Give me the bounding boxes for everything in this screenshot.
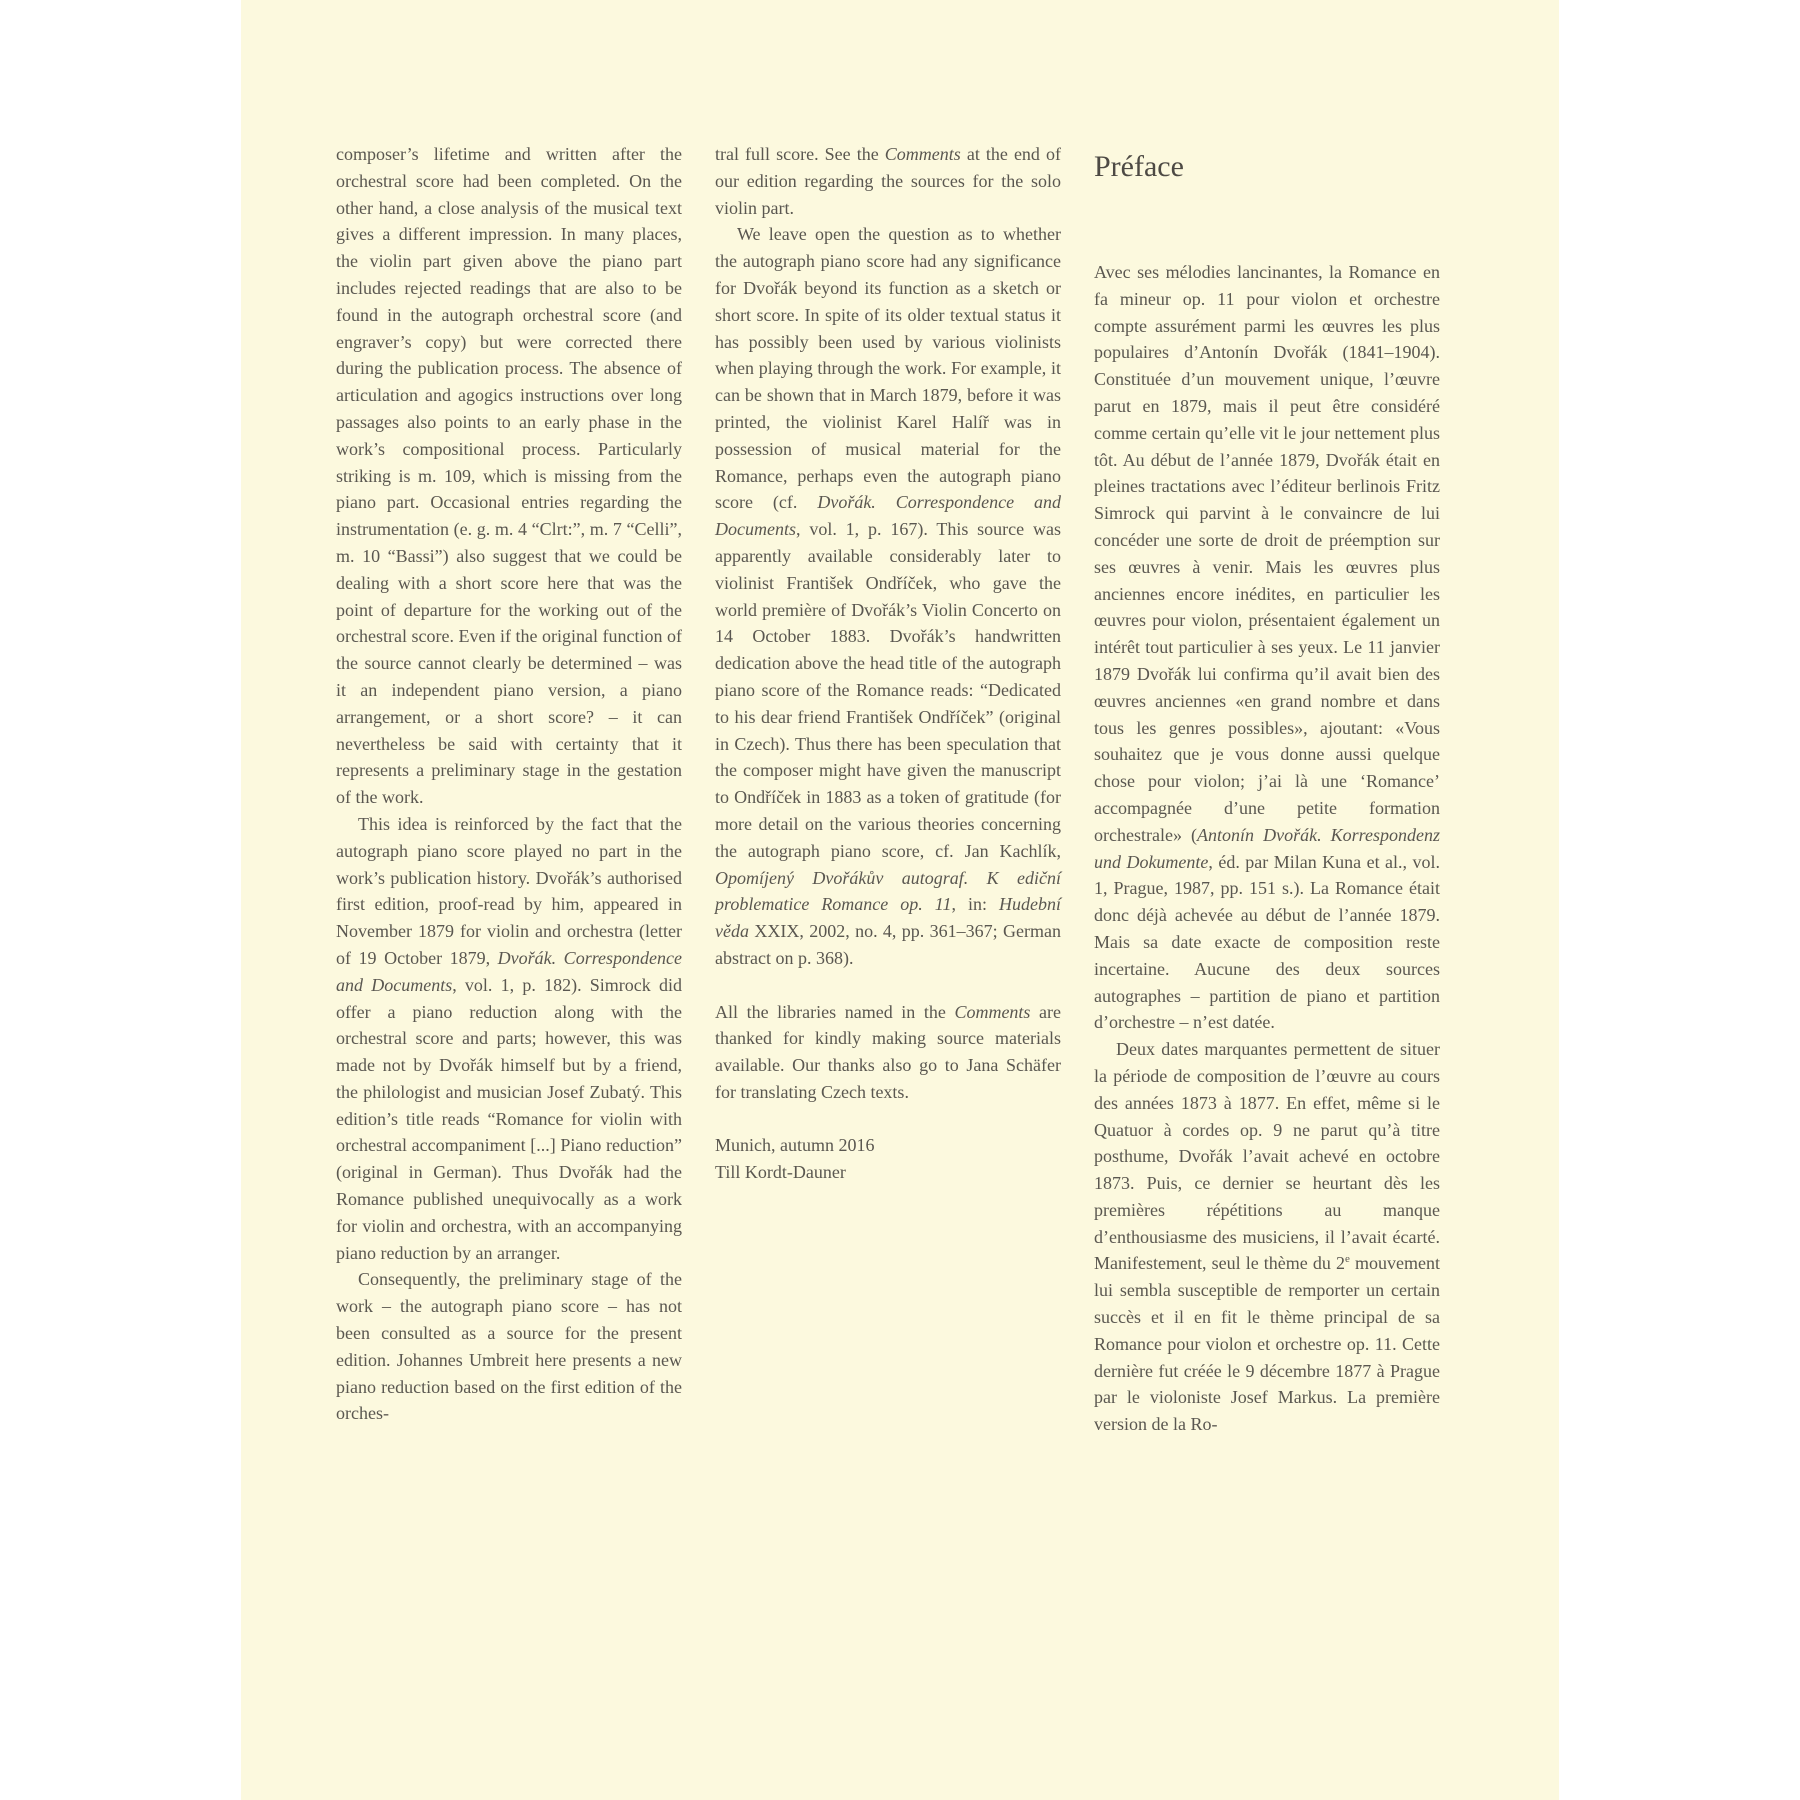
paragraph: This idea is reinforced by the fact that the autograph piano score played no part in the work’s publication history. Dvořák’s authorised first edition, proof-read by him, appeared in November 1879 for violin and orchestra (letter of 19 October 1879, Dvořák. Correspondence and Documents, vol. 1, p. 182). Simrock did offer a piano reduction along with the orchestral score and parts; however, this was made not by Dvořák himself but by a friend, the philologist and musician Josef Zubatý. This edition’s title reads “Romance for violin with orchestral accompaniment [...] Piano reduction” (original in German). Thus Dvořák had the Romance published unequivocally as a work for violin and orchestra, with an accompanying piano reduction by an arranger. — [336, 813, 682, 1263]
place-date: Munich, autumn 2016 — [715, 1135, 875, 1156]
citation-title: Opomíjený Dvořákův autograf. K ediční problematice Romance op. 11 — [715, 867, 1061, 915]
paragraph: composer’s lifetime and written after the orchestral score had been completed. On the other hand, a close analysis of the musical text gives a different impression. In many places, the violin part given above the piano part includes rejected readings that are also to be found in the autograph orchestral score (and engraver’s copy) but were corrected there during the publication process. The absence of articulation and agogics instructions over long passages also points to an early phase in the work’s compositional process. Particularly striking is m. 109, which is missing from the piano part. Occasional entries regarding the instrumentation (e. g. m. 4 “Clrt:”, m. 7 “Celli”, m. 10 “Bassi”) also suggest that we could be dealing with a short score here that was the point of departure for the working out of the orchestral score. Even if the original function of the source cannot clearly be determined – was it an independent piano version, a piano arrangement, or a short score? – it can nevertheless be said with certainty that it represents a preliminary stage in the gestation of the work. — [336, 144, 682, 808]
citation-title: Comments — [954, 1001, 1031, 1022]
citation-title: Comments — [884, 144, 961, 164]
superscript: e — [1345, 1253, 1350, 1266]
page — [241, 0, 1559, 1800]
column-3 — [1094, 141, 1440, 1438]
column-2 — [715, 141, 1061, 1186]
section-heading: Préface — [1094, 150, 1184, 183]
paragraph: Avec ses mélodies lancinantes, la Romance en fa mineur op. 11 pour violon et orchestre compte assurément parmi les œuvres les plus populaires d’Antonín Dvořák (1841–1904). Constituée d’un mouvement unique, l’œuvre parut en 1879, mais il peut être considéré comme certain qu’elle vit le jour nettement plus tôt. Au début de l’année 1879, Dvořák était en pleines tractations avec l’éditeur berlinois Fritz Simrock qui parvint à le convaincre de lui concéder une sorte de droit de préemption sur ses œuvres à venir. Mais les œuvres plus anciennes encore inédites, en particulier les œuvres pour violon, présentaient également un intérêt tout particulier à ses yeux. Le 11 janvier 1879 Dvořák lui confirma qu’il avait bien des œuvres anciennes «en grand nombre et dans tous les genres possibles», ajoutant: «Vous souhaitez que je vous donne aussi quelque chose pour violon; j’ai là une ‘Romance’ accompagnée d’une petite formation orchestrale» (Antonín Dvořák. Korrespondenz und Dokumente, éd. par Milan Kuna et al., vol. 1, Prague, 1987, pp. 151 s.). La Romance était donc déjà achevée au début de l’année 1879. Mais sa date exacte de composition reste incertaine. Aucune des deux sources autographes – partition de piano et partition d’orchestre – n’est datée. — [1094, 262, 1440, 1033]
paragraph: Consequently, the preliminary stage of the work – the autograph piano score – has not been consulted as a source for the present edition. Johannes Umbreit here presents a new piano reduction based on the first edition of the orches- — [336, 1269, 682, 1424]
paragraph: tral full score. See the Comments at the end of our edition regarding the sources for the solo violin part. — [715, 144, 1061, 218]
citation-title: Antonín Dvořák. Korrespondenz und Dokumente — [1094, 824, 1440, 872]
acknowledgements: All the libraries named in the Comments are thanked for kindly making source materials available. Our thanks also go to Jana Schäfer for translating Czech texts. — [715, 1001, 1061, 1102]
citation-title: Dvořák. Correspondence and Documents — [336, 947, 682, 995]
column-1 — [336, 141, 682, 1427]
citation-title: Dvořák. Correspondence and Documents — [715, 492, 1061, 540]
paragraph: We leave open the question as to whether the autograph piano score had any significance for Dvořák beyond its function as a sketch or short score. In spite of its older textual status it has possibly been used by various violinists when playing through the work. For example, it can be shown that in March 1879, before it was printed, the violinist Karel Halíř was in possession of musical material for the Romance, perhaps even the autograph piano score (cf. Dvořák. Correspondence and Documents, vol. 1, p. 167). This source was apparently available considerably later to violinist František Ondříček, who gave the world première of Dvořák’s Violin Concerto on 14 October 1883. Dvořák’s handwritten dedication above the head title of the autograph piano score of the Romance reads: “Dedicated to his dear friend František Ondříček” (original in Czech). Thus there has been speculation that the composer might have given the manuscript to Ondříček in 1883 as a token of gratitude (for more detail on the various theories concerning the autograph piano score, cf. Jan Kachlík, Opomíjený Dvořákův autograf. K ediční problematice Romance op. 11, in: Hudební věda XXIX, 2002, no. 4, pp. 361–367; German abstract on p. 368). — [715, 224, 1061, 968]
author-name: Till Kordt-Dauner — [715, 1162, 846, 1183]
citation-title: Hudební věda — [715, 894, 1061, 942]
paragraph: Deux dates marquantes permettent de situer la période de composition de l’œuvre au cours des années 1873 à 1877. En effet, même si le Quatuor à cordes op. 9 ne parut qu’à titre posthume, Dvořák l’avait achevé en octobre 1873. Puis, ce dernier se heurtant dès les premières répétitions au manque d’enthousiasme des musiciens, il l’avait écarté. Manifestement, seul le thème du 2e mouvement lui sembla susceptible de remporter un certain succès et il en fit le thème principal de sa Romance pour violon et orchestre op. 11. Cette dernière fut créée le 9 décembre 1877 à Prague par le violoniste Josef Markus. La première version de la Ro- — [1094, 1039, 1441, 1435]
